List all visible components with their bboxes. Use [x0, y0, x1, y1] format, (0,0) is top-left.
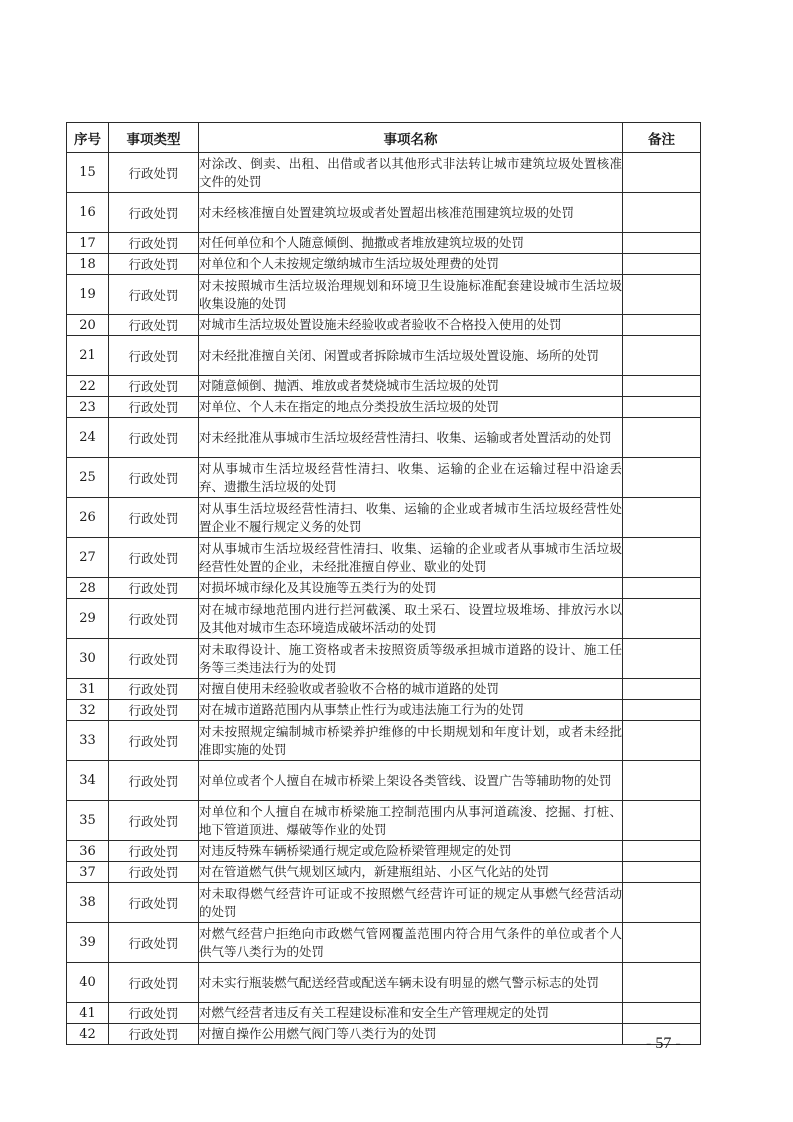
row-number: 24	[67, 418, 109, 458]
row-name: 对未经批准擅自关闭、闲置或者拆除城市生活垃圾处置设施、场所的处罚	[199, 336, 623, 376]
row-name: 对在城市道路范围内从事禁止性行为或违法施工行为的处罚	[199, 700, 623, 721]
table-row	[67, 193, 701, 233]
row-name: 对从事城市生活垃圾经营性清扫、收集、运输的企业在运输过程中沿途丢弃、遗撒生活垃圾的处罚	[199, 458, 623, 498]
row-name: 对任何单位和个人随意倾倒、抛撒或者堆放建筑垃圾的处罚	[199, 233, 623, 254]
row-number: 17	[67, 233, 109, 254]
row-type: 行政处罚	[109, 275, 199, 315]
row-number: 34	[67, 761, 109, 801]
row-number: 33	[67, 721, 109, 761]
header-type: 事项类型	[109, 123, 199, 153]
row-note	[623, 397, 701, 418]
table-row	[67, 801, 701, 841]
row-number: 39	[67, 923, 109, 963]
row-name: 对燃气经营者违反有关工程建设标准和安全生产管理规定的处罚	[199, 1003, 623, 1024]
row-type: 行政处罚	[109, 254, 199, 275]
table-row	[67, 679, 701, 700]
row-name: 对擅自使用未经验收或者验收不合格的城市道路的处罚	[199, 679, 623, 700]
row-type: 行政处罚	[109, 578, 199, 599]
row-type: 行政处罚	[109, 1003, 199, 1024]
row-number: 16	[67, 193, 109, 233]
row-type: 行政处罚	[109, 761, 199, 801]
row-type: 行政处罚	[109, 862, 199, 883]
row-number: 28	[67, 578, 109, 599]
table-row	[67, 153, 701, 193]
row-type: 行政处罚	[109, 1024, 199, 1045]
row-number: 40	[67, 963, 109, 1003]
row-number: 29	[67, 599, 109, 639]
table-row	[67, 538, 701, 578]
table-row	[67, 336, 701, 376]
row-type: 行政处罚	[109, 599, 199, 639]
table-row	[67, 578, 701, 599]
table-row	[67, 639, 701, 679]
row-note	[623, 498, 701, 538]
row-note	[623, 679, 701, 700]
row-note	[623, 538, 701, 578]
row-note	[623, 418, 701, 458]
row-number: 27	[67, 538, 109, 578]
row-name: 对在城市绿地范围内进行拦河截溪、取土采石、设置垃圾堆场、排放污水以及其他对城市生态环境造成破坏活动的处罚	[199, 599, 623, 639]
row-type: 行政处罚	[109, 679, 199, 700]
row-number: 30	[67, 639, 109, 679]
row-name: 对燃气经营户拒绝向市政燃气管网覆盖范围内符合用气条件的单位或者个人供气等八类行为的处罚	[199, 923, 623, 963]
row-number: 32	[67, 700, 109, 721]
table-row	[67, 862, 701, 883]
row-type: 行政处罚	[109, 498, 199, 538]
row-name: 对从事生活垃圾经营性清扫、收集、运输的企业或者城市生活垃圾经营性处置企业不履行规定义务的处罚	[199, 498, 623, 538]
row-note	[623, 336, 701, 376]
row-type: 行政处罚	[109, 336, 199, 376]
table-row	[67, 883, 701, 923]
row-number: 41	[67, 1003, 109, 1024]
row-note	[623, 801, 701, 841]
table-row	[67, 275, 701, 315]
row-type: 行政处罚	[109, 315, 199, 336]
table-row	[67, 458, 701, 498]
row-name: 对未取得燃气经营许可证或不按照燃气经营许可证的规定从事燃气经营活动的处罚	[199, 883, 623, 923]
row-type: 行政处罚	[109, 193, 199, 233]
row-name: 对损坏城市绿化及其设施等五类行为的处罚	[199, 578, 623, 599]
row-number: 25	[67, 458, 109, 498]
table-row	[67, 315, 701, 336]
table-row	[67, 841, 701, 862]
row-name: 对在管道燃气供气规划区域内，新建瓶组站、小区气化站的处罚	[199, 862, 623, 883]
table-row	[67, 923, 701, 963]
row-name: 对城市生活垃圾处置设施未经验收或者验收不合格投入使用的处罚	[199, 315, 623, 336]
row-number: 37	[67, 862, 109, 883]
row-type: 行政处罚	[109, 841, 199, 862]
table-row	[67, 1024, 701, 1045]
row-type: 行政处罚	[109, 538, 199, 578]
row-note	[623, 721, 701, 761]
row-name: 对未实行瓶装燃气配送经营或配送车辆未设有明显的燃气警示标志的处罚	[199, 963, 623, 1003]
table-row	[67, 233, 701, 254]
row-type: 行政处罚	[109, 376, 199, 397]
row-number: 23	[67, 397, 109, 418]
row-note	[623, 193, 701, 233]
row-type: 行政处罚	[109, 721, 199, 761]
table-row	[67, 397, 701, 418]
row-type: 行政处罚	[109, 153, 199, 193]
row-name: 对单位或者个人擅自在城市桥梁上架设各类管线、设置广告等辅助物的处罚	[199, 761, 623, 801]
row-note	[623, 923, 701, 963]
row-name: 对单位和个人擅自在城市桥梁施工控制范围内从事河道疏浚、挖掘、打桩、地下管道顶进、爆破等作业的处罚	[199, 801, 623, 841]
row-type: 行政处罚	[109, 233, 199, 254]
table-header-row	[67, 123, 701, 153]
row-name: 对未按照规定编制城市桥梁养护维修的中长期规划和年度计划，或者未经批准即实施的处罚	[199, 721, 623, 761]
header-num: 序号	[67, 123, 109, 153]
row-note	[623, 315, 701, 336]
page-number: - 57 -	[646, 1035, 681, 1052]
row-number: 21	[67, 336, 109, 376]
row-note	[623, 761, 701, 801]
row-number: 15	[67, 153, 109, 193]
table-row	[67, 963, 701, 1003]
row-note	[623, 275, 701, 315]
row-note	[623, 233, 701, 254]
row-note	[623, 963, 701, 1003]
row-type: 行政处罚	[109, 700, 199, 721]
header-name: 事项名称	[199, 123, 623, 153]
row-number: 38	[67, 883, 109, 923]
row-note	[623, 700, 701, 721]
table-row	[67, 599, 701, 639]
row-name: 对违反特殊车辆桥梁通行规定或危险桥梁管理规定的处罚	[199, 841, 623, 862]
row-type: 行政处罚	[109, 458, 199, 498]
row-type: 行政处罚	[109, 639, 199, 679]
row-name: 对未按照城市生活垃圾治理规划和环境卫生设施标准配套建设城市生活垃圾收集设施的处罚	[199, 275, 623, 315]
row-number: 36	[67, 841, 109, 862]
row-note	[623, 153, 701, 193]
row-note	[623, 1003, 701, 1024]
table-row	[67, 418, 701, 458]
row-note	[623, 883, 701, 923]
matters-table	[66, 122, 701, 1045]
row-number: 20	[67, 315, 109, 336]
row-name: 对未经批准从事城市生活垃圾经营性清扫、收集、运输或者处置活动的处罚	[199, 418, 623, 458]
row-note	[623, 254, 701, 275]
row-number: 31	[67, 679, 109, 700]
row-number: 19	[67, 275, 109, 315]
row-type: 行政处罚	[109, 418, 199, 458]
table-row	[67, 700, 701, 721]
row-note	[623, 841, 701, 862]
row-note	[623, 376, 701, 397]
table-row	[67, 761, 701, 801]
row-note	[623, 578, 701, 599]
row-note	[623, 458, 701, 498]
row-number: 26	[67, 498, 109, 538]
table-row	[67, 721, 701, 761]
row-name: 对涂改、倒卖、出租、出借或者以其他形式非法转让城市建筑垃圾处置核准文件的处罚	[199, 153, 623, 193]
row-number: 22	[67, 376, 109, 397]
header-note: 备注	[623, 123, 701, 153]
row-note	[623, 599, 701, 639]
table-row	[67, 1003, 701, 1024]
row-name: 对从事城市生活垃圾经营性清扫、收集、运输的企业或者从事城市生活垃圾经营性处置的企业，未经批准擅自停业、歇业的处罚	[199, 538, 623, 578]
row-type: 行政处罚	[109, 923, 199, 963]
table-row	[67, 254, 701, 275]
row-type: 行政处罚	[109, 801, 199, 841]
row-number: 18	[67, 254, 109, 275]
table-row	[67, 498, 701, 538]
row-type: 行政处罚	[109, 397, 199, 418]
row-name: 对未取得设计、施工资格或者未按照资质等级承担城市道路的设计、施工任务等三类违法行为的处罚	[199, 639, 623, 679]
row-number: 35	[67, 801, 109, 841]
table-body	[67, 153, 701, 1045]
row-note	[623, 639, 701, 679]
row-type: 行政处罚	[109, 883, 199, 923]
row-name: 对未经核准擅自处置建筑垃圾或者处置超出核准范围建筑垃圾的处罚	[199, 193, 623, 233]
row-number: 42	[67, 1024, 109, 1045]
row-note	[623, 862, 701, 883]
row-name: 对擅自操作公用燃气阀门等八类行为的处罚	[199, 1024, 623, 1045]
row-type: 行政处罚	[109, 963, 199, 1003]
table-row	[67, 376, 701, 397]
row-name: 对单位、个人未在指定的地点分类投放生活垃圾的处罚	[199, 397, 623, 418]
row-name: 对随意倾倒、抛洒、堆放或者焚烧城市生活垃圾的处罚	[199, 376, 623, 397]
row-name: 对单位和个人未按规定缴纳城市生活垃圾处理费的处罚	[199, 254, 623, 275]
